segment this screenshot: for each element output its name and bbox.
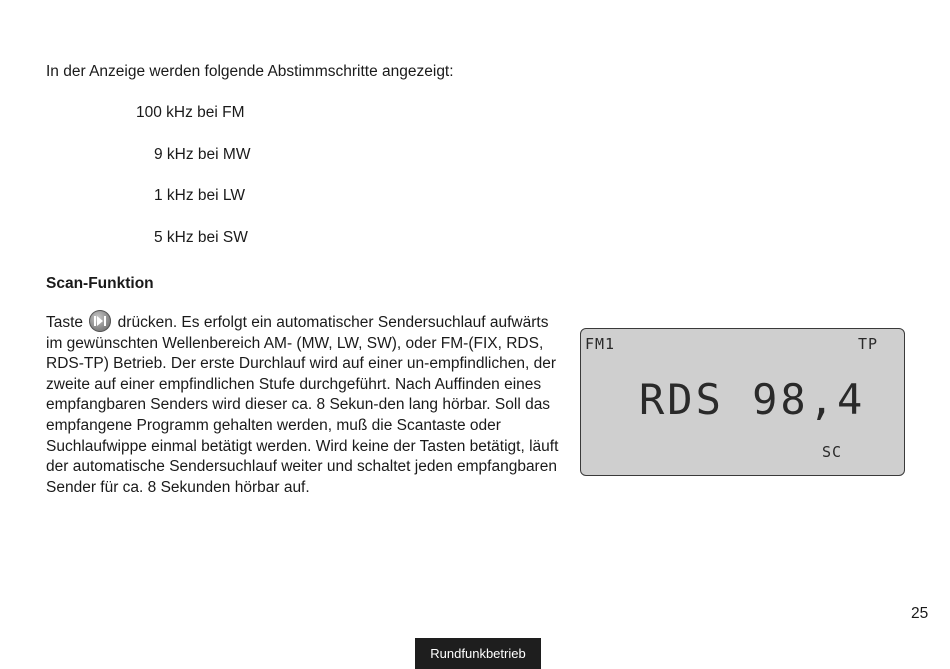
lcd-band-indicator: FM1: [585, 335, 616, 353]
tuning-step-lw: 1 kHz bei LW: [154, 187, 246, 204]
section-body: [46, 310, 561, 498]
body-text-rest: drücken. Es erfolgt ein automatischer Sendersuchlauf aufwärts im gewünschten Wellenbereich AM- (MW, LW, SW), oder FM-(FIX, RDS, RDS-TP) Betrieb. Der erste Durchlauf wird auf einer un-empfindlichen, der zweite auf einer empfindlichen Stufe durchgeführt. Nach Auffinden eines empfangbaren Senders wird dieser ca. 8 Sekun-den lang hörbar. Soll das empfangene Programm gehalten werden, muß die Scantaste oder Suchlaufwippe einmal betätigt werden. Wird keine der Tasten betätigt, läuft der automatische Sendersuchlauf weiter und schaltet jeden empfangbaren Sender für ca. 8 Sekunden hörbar auf.: [46, 314, 559, 496]
tuning-step-fm: 100 kHz bei FM: [136, 104, 245, 121]
body-text-start: Taste: [46, 314, 84, 331]
tuning-step-mw: 9 kHz bei MW: [154, 146, 251, 163]
tuning-step-sw: 5 kHz bei SW: [154, 229, 248, 246]
footer-section-label: Rundfunkbetrieb: [430, 646, 526, 661]
intro-text: In der Anzeige werden folgende Abstimmschritte angezeigt:: [46, 63, 454, 80]
lcd-tp-indicator: TP: [857, 335, 878, 353]
page-number: 25: [911, 605, 929, 622]
section-heading: Scan-Funktion: [46, 275, 154, 292]
lcd-scan-indicator: SC: [822, 443, 843, 461]
lcd-main-readout: RDS 98,4: [639, 375, 866, 424]
footer-section-tab: [415, 638, 541, 669]
play-pause-key-icon: [89, 310, 111, 332]
lcd-display: [580, 328, 905, 476]
